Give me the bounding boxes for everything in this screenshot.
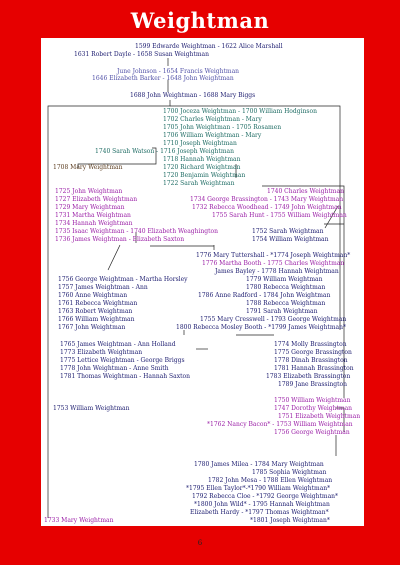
entry-text: 1783 Elizabeth Brassington — [266, 373, 351, 380]
entry-text: 1755 Sarah Hunt - 1755 William Weightman — [212, 212, 347, 219]
entry-text: 1774 Molly Brassington — [274, 341, 347, 348]
entry-text: 1757 James Weightman - Ann — [58, 284, 148, 291]
entry-text: 1705 John Weightman - 1705 Rosamen — [163, 124, 282, 131]
entry-text: 1631 Robert Dayle - 1658 Susan Weightman — [74, 51, 209, 58]
entry-text: 1720 Benjamin Weightman — [163, 172, 246, 179]
entry-text: 1792 Rebecca Cloe - *1792 George Weightman* — [192, 493, 339, 500]
entry-text: Elizabeth Hardy - *1797 Thomas Weightman* — [190, 509, 329, 516]
entry-text: 1735 Isaac Weightman - 1740 Elizabeth Weaghington — [55, 228, 219, 235]
entry-text: 1789 Jane Brassington — [278, 381, 348, 388]
entry-text: 1775 George Brassington — [274, 349, 352, 356]
entry-text: 1754 William Weightman — [252, 236, 329, 243]
entry-text: 1750 William Weightman — [274, 397, 351, 404]
entry-text: 1781 Hannah Brassington — [274, 365, 354, 372]
entry-text: 1720 Richard Weightman — [163, 164, 241, 171]
entry-text: 1708 Mary Weightman — [53, 164, 123, 171]
entry-text: 1765 James Weightman - Ann Holland — [60, 341, 176, 348]
entry-text: 1773 Elizabeth Weightman — [60, 349, 143, 356]
entry-text: 1785 Sophia Weightman — [252, 469, 327, 476]
entry-text: 1786 Anne Radford - 1784 John Weightman — [198, 292, 331, 299]
entry-text: 1755 Mary Cresswell - 1793 George Weightman — [200, 316, 347, 323]
entry-text: 1733 Mary Weightman — [44, 517, 114, 524]
entry-text: 1756 George Weightman - Martha Horsley — [58, 276, 188, 283]
page-number: 6 — [197, 539, 203, 547]
entry-text: 1760 Anne Weightman — [58, 292, 128, 299]
entry-text: 1718 Hannah Weightman — [163, 156, 241, 163]
entry-text: 1782 John Mesa - 1788 Ellen Weightman — [208, 477, 333, 484]
entry-text: 1646 Elizabeth Barker - 1648 John Weightman — [92, 75, 234, 82]
entry-text: 1688 John Weightman - 1688 Mary Biggs — [130, 92, 256, 99]
entry-text: 1736 James Weightman - Elizabeth Saxton — [55, 236, 185, 243]
entry-text: 1756 George Weightman — [274, 429, 350, 436]
page-title: Weightman — [130, 8, 270, 33]
entry-text: 1702 Charles Weightman - Mary — [163, 116, 262, 123]
entry-text: 1734 Hannah Weightman — [55, 220, 133, 227]
entry-text: *1801 Joseph Weightman* — [250, 517, 330, 524]
entry-text: 1779 William Weightman — [246, 276, 323, 283]
entry-text: 1731 Martha Weightman — [55, 212, 131, 219]
entry-text: 1725 John Weightman — [55, 188, 123, 195]
entry-text: 1710 Joseph Weightman — [163, 140, 237, 147]
entry-text: 1761 Rebecca Weightman — [58, 300, 138, 307]
entry-text: 1767 John Weightman — [58, 324, 126, 331]
entry-text: 1753 William Weightman — [53, 405, 130, 412]
entry-text: June Johnson - 1654 Francis Weightman — [117, 68, 240, 75]
entry-text: James Bayley - 1778 Hannah Weightman — [215, 268, 339, 275]
entry-text: 1788 Rebecca Weightman — [246, 300, 326, 307]
entry-text: 1740 Sarah Watson - 1716 Joseph Weightman — [95, 148, 234, 155]
entry-text: *1795 Ellen Taylor*-*1790 William Weightman* — [186, 485, 331, 492]
entry-text: 1776 Martha Booth - 1775 Charles Weightman — [202, 260, 345, 267]
entry-text: 1778 John Weightman - Anne Smith — [60, 365, 169, 372]
entry-text: 1599 Edwarde Weightman - 1622 Alice Marshall — [135, 43, 283, 50]
entry-text: 1729 Mary Weightman — [55, 204, 125, 211]
entry-text: 1780 Rebecca Weightman — [246, 284, 326, 291]
entry-text: *1762 Nancy Bacon* - 1753 William Weightman — [207, 421, 353, 428]
entry-text: *1800 John Wild* - 1795 Hannah Weightman — [194, 501, 330, 508]
entry-text: 1751 Elizabeth Weightman — [278, 413, 361, 420]
entry-text: 1734 George Brassington - 1743 Mary Weightman — [190, 196, 344, 203]
entry-text: 1778 Dinah Brassington — [274, 357, 348, 364]
entry-text: 1775 Lettice Weightman - George Briggs — [60, 357, 185, 364]
entry-text: 1700 Joceza Weightman - 1700 William Hodginson — [163, 108, 317, 115]
entry-text: 1763 Robert Weightman — [58, 308, 133, 315]
entry-text: 1780 James Milea - 1784 Mary Weightman — [194, 461, 324, 468]
entry-text: 1800 Rebecca Mosley Booth - *1799 James Weightman* — [176, 324, 346, 331]
entry-text: 1752 Sarah Weightman — [252, 228, 324, 235]
entry-text: 1722 Sarah Weightman — [163, 180, 235, 187]
entry-text: 1732 Rebecca Woodhead - 1749 John Weightman — [192, 204, 342, 211]
entry-text: 1781 Thomas Weightman - Hannah Saxton — [60, 373, 190, 380]
entry-text: 1747 Dorothy Weightman — [274, 405, 353, 412]
entry-text: 1766 William Weightman — [58, 316, 135, 323]
entry-text: 1776 Mary Tuttershall - *1774 Joseph Weightman* — [196, 252, 351, 259]
entry-text: 1727 Elizabeth Weightman — [55, 196, 138, 203]
entry-text: 1791 Sarah Weightman — [246, 308, 318, 315]
entry-text: 1740 Charles Weightman — [267, 188, 344, 195]
entry-text: 1706 William Weightman - Mary — [163, 132, 262, 139]
